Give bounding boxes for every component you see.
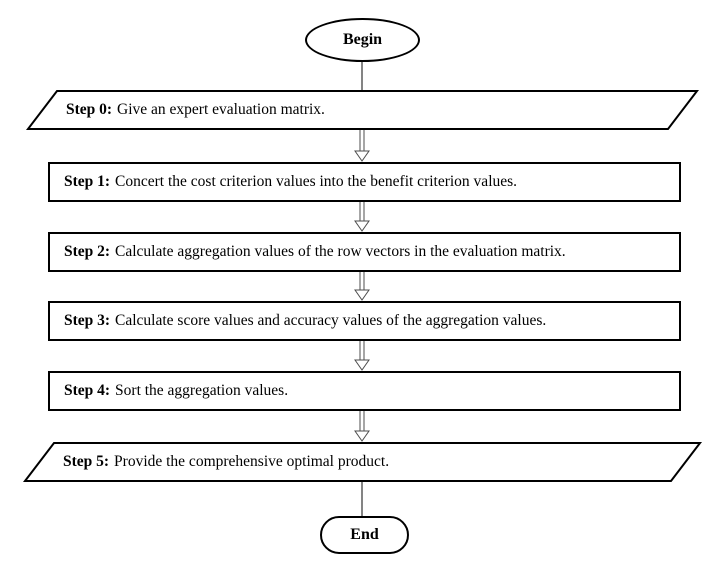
step-3-label: Step 3: — [64, 312, 111, 329]
step-0-label: Step 0: — [66, 101, 113, 118]
end-label: End — [350, 526, 379, 543]
flow-arrow-step3-step4 — [355, 341, 369, 370]
step-2-node — [48, 232, 681, 272]
step-2-label: Step 2: — [64, 243, 111, 260]
begin-node — [305, 18, 420, 62]
step-5-label: Step 5: — [63, 453, 110, 470]
step-3-node — [48, 301, 681, 341]
step-3-body: Calculate score values and accuracy values of the aggregation values. — [115, 312, 547, 329]
step-5-body: Provide the comprehensive optimal product. — [114, 453, 390, 470]
step-4-body: Sort the aggregation values. — [115, 382, 289, 399]
flow-arrow-step4-step5 — [355, 411, 369, 441]
flow-arrow-step1-step2 — [355, 202, 369, 231]
step-5-text — [63, 443, 389, 481]
step-0-body: Give an expert evaluation matrix. — [117, 101, 325, 118]
step-0-text — [66, 91, 325, 129]
begin-label: Begin — [342, 31, 383, 48]
step-4-label: Step 4: — [64, 382, 111, 399]
end-node — [320, 516, 409, 554]
step-1-node — [48, 162, 681, 202]
step-1-body: Concert the cost criterion values into the benefit criterion values. — [115, 173, 518, 190]
flow-arrow-step2-step3 — [355, 272, 369, 300]
step-2-body: Calculate aggregation values of the row vectors in the evaluation matrix. — [115, 243, 566, 260]
flow-arrow-step0-step1 — [355, 130, 369, 161]
step-4-node — [48, 371, 681, 411]
step-1-label: Step 1: — [64, 173, 111, 190]
